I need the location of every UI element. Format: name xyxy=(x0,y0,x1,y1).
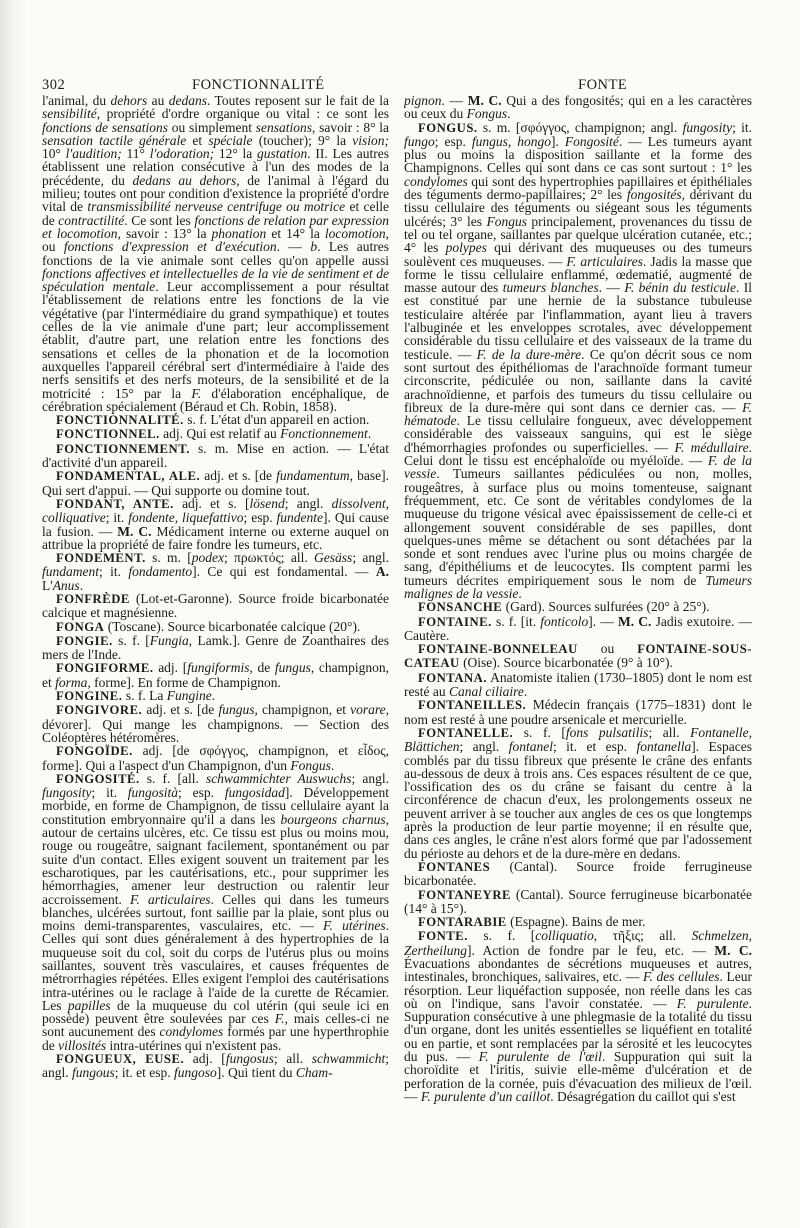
text-run: s. f. [ xyxy=(112,632,150,648)
text-run: , Lamk.]. Genre de Zoanthaires des mers de l'Inde. xyxy=(42,632,389,663)
italic-term: dedans xyxy=(168,94,208,108)
text-run: . xyxy=(330,757,335,773)
text-run: ; angl. xyxy=(284,495,332,511)
entry-paragraph xyxy=(42,551,389,592)
text-run: s. f. [all. xyxy=(139,770,206,786)
text-run: ; πρωκτός; all. xyxy=(223,550,315,566)
bold-label: A. xyxy=(375,564,389,580)
italic-term: condylomes xyxy=(159,1024,224,1040)
italic-term: locomotion xyxy=(324,225,386,241)
text-run: ; angl. xyxy=(459,739,509,755)
italic-term: fontanel xyxy=(508,739,553,755)
text-run: ]. xyxy=(551,133,565,149)
italic-term: fungosity xyxy=(682,119,733,135)
headword: FONGOÏDE. xyxy=(56,744,133,759)
text-run: ou xyxy=(577,641,638,657)
italic-term: vorare xyxy=(350,702,386,718)
text-run: l'animal, du xyxy=(42,94,111,108)
text-run: . — xyxy=(276,239,311,255)
text-run: . — xyxy=(441,94,468,108)
italic-term: gustation xyxy=(257,146,308,162)
text-run: . Jadis la masse que forme le tissu cellulaire enflammé, œdematié, augmenté de masse autour des xyxy=(404,253,752,296)
text-run: , savoir : 13° la xyxy=(117,225,212,241)
italic-term: transmissibilité nerveuse centrifuge ou motrice xyxy=(87,199,346,215)
italic-term: vision; xyxy=(352,132,389,148)
headword: FONGINE. xyxy=(56,689,123,704)
text-run: principalement, provenances du tissu de tel ou tel organe, saillantes par quelque ulcération cutanée, etc.; 4° les xyxy=(404,213,752,256)
italic-term: fongosités xyxy=(626,187,682,203)
text-run: ; esp. xyxy=(434,133,472,149)
text-run: , propriété d'ordre organique ou vital : ce sont les xyxy=(96,106,389,122)
italic-term: fungus xyxy=(274,660,311,676)
text-run: s. m. Mise en action. — L'état d'activité d'un appareil. xyxy=(42,440,389,471)
entry-paragraph xyxy=(42,689,389,703)
italic-term: polypes xyxy=(445,240,487,256)
italic-term: colliquatio xyxy=(535,928,594,944)
headword: FONTARABIE xyxy=(418,915,507,930)
headword: FONGIFORME. xyxy=(56,661,154,676)
text-run: ; angl. xyxy=(351,770,389,786)
entry-paragraph xyxy=(42,469,389,497)
text-run: adj. et s. [de xyxy=(200,468,277,484)
italic-term: schwammichter Auswuchs xyxy=(205,770,352,786)
headword: FONCTIONNEL. xyxy=(56,427,160,442)
text-run: . Suppuration consécutive à une phlegmasie de la totalité du tissu d'un organe, dont les unités essentielles se liquéfient en totalité ou en partie, et sont remplacées par la sérosité et les leucocytes du pus. — xyxy=(404,995,752,1065)
text-run: , τῆξις; all. xyxy=(593,928,692,944)
text-run: . xyxy=(523,684,528,700)
left-column xyxy=(42,94,389,1224)
text-run: adj. et s. [ xyxy=(173,495,250,511)
text-run: s. m. [ xyxy=(145,550,192,566)
text-run: . xyxy=(518,585,522,601)
headword: FONTANA. xyxy=(418,670,488,685)
italic-term: Cham- xyxy=(295,1065,333,1081)
text-run: (Oise). Source bicarbonatée (9° à 10°). xyxy=(459,655,673,671)
italic-term: dehors xyxy=(110,94,148,108)
text-run: . xyxy=(507,106,511,122)
italic-term: bourgeons charnus xyxy=(280,811,386,827)
italic-term: Schmelzen, Zertheilung xyxy=(404,928,752,958)
text-run: . Celui dont le tissu est encéphaloïde ou myéloïde. — xyxy=(404,439,752,469)
text-run: s. f. L'état d'un appareil en action. xyxy=(183,412,370,428)
headword: FONGA xyxy=(56,619,105,634)
italic-term: fungus xyxy=(218,702,255,718)
headword: FONTANES xyxy=(418,859,491,874)
text-run: Médecin français (1775–1831) dont le nom est resté à une poudre arsenicale et mercurielle. xyxy=(404,697,752,727)
text-run: ]. — xyxy=(588,613,618,629)
entry-paragraph xyxy=(404,671,752,699)
italic-term: forma xyxy=(55,674,88,690)
text-run: , autour de certains ulcères, etc. Ce tissu est plus ou moins mou, rouge ou rougeâtre, saignant facilement, spontanément ou par suite d'un contact. Elles exigent souvent un traitement par les escharotiques, par les cautérisations, etc., pour supprimer les hémorrhagies, amener leur destruction ou ralentir leur accroissement. xyxy=(42,811,389,907)
text-run: s. f. La xyxy=(122,688,167,704)
italic-term: F. purulente de l'œil xyxy=(478,1049,602,1065)
italic-term: sensations xyxy=(255,119,312,135)
headword: FONGUEUX, EUSE. xyxy=(56,1052,185,1067)
italic-term: F. articulaires xyxy=(130,891,211,907)
italic-term: F. purulente xyxy=(676,995,749,1011)
headword: FONGIVORE. xyxy=(56,703,143,718)
italic-term: F. utérines xyxy=(323,918,386,934)
running-head-left: FONCTIONNALITÉ xyxy=(192,77,325,93)
headword: FONFRÈDE xyxy=(56,591,130,606)
italic-term: Fungine xyxy=(166,688,212,704)
text-run: (Gard). Sources sulfurées (20° à 25°). xyxy=(502,599,710,615)
entry-paragraph xyxy=(42,634,389,662)
entry-paragraph xyxy=(404,915,752,929)
text-run: (Cantal). Source froide ferrugineuse bicarbonatée. xyxy=(404,858,752,889)
entry-paragraph xyxy=(404,860,752,888)
text-run: 12° la xyxy=(214,146,257,162)
italic-term: F. purulente d'un caillot xyxy=(420,1088,551,1104)
text-run: et 14° la xyxy=(266,225,325,241)
italic-term: dissolvent, colliquative xyxy=(42,495,389,526)
text-run: adj. Qui est relatif au xyxy=(159,426,281,442)
text-run: d'élaboration encéphalique, de cérébration spécialement (Béraud et Ch. Robin, 1858). xyxy=(42,385,389,414)
text-run: . Il est constitué par une hernie de la substance tubuleuse testiculaire altérée par l'inflammation, ayant lieu à travers l'albuginée et les enveloppes scrotales, avec développement considérable du tissu cellulaire et des vaisseaux de la trame du testicule. — xyxy=(404,280,752,362)
text-run: ; it. xyxy=(105,510,129,526)
entry-paragraph xyxy=(404,929,752,1103)
text-run: Médicament interne ou externe auquel on attribue la propriété de faire fondre les tumeurs, etc. xyxy=(42,523,389,552)
italic-term: Fongus xyxy=(466,106,508,122)
italic-term: fontanella xyxy=(636,739,692,755)
italic-term: fundamentum xyxy=(276,468,350,484)
text-run: ; it. xyxy=(91,785,128,801)
text-run: ; esp. xyxy=(178,785,225,801)
text-run: formés par une hyperthrophie de xyxy=(42,1024,389,1053)
headword: FONGIE. xyxy=(56,633,113,648)
italic-term: papilles xyxy=(67,997,111,1013)
italic-term: condylomes xyxy=(404,173,468,189)
text-run: , de xyxy=(249,660,275,676)
text-run: Jadis exutoire. — Cautère. xyxy=(404,613,752,643)
entry-paragraph xyxy=(42,413,389,427)
headword: FONTAINE-SOUS-CATEAU xyxy=(404,642,752,671)
italic-term: fonctions affectives et intellectuelles de la vie de sentiment et de spéculation mentale xyxy=(42,265,389,295)
bold-label: M. C. xyxy=(714,942,752,958)
italic-term: fonticolo xyxy=(540,613,589,629)
italic-term: fungosità xyxy=(127,785,179,801)
entry-paragraph xyxy=(42,497,389,551)
italic-term: fungiformis xyxy=(187,660,250,676)
italic-term: sensation tactile générale xyxy=(42,132,187,148)
entry-paragraph xyxy=(42,1052,389,1080)
text-run: , dévorer]. Qui mange les champignons. — Section des Coléoptères hétéromères. xyxy=(42,702,389,745)
entry-paragraph xyxy=(404,888,752,916)
italic-term: F. articulaires xyxy=(566,253,643,269)
running-head-right: FONTE xyxy=(578,77,628,93)
entry-paragraph xyxy=(42,744,389,772)
text-run: s. f. [ xyxy=(513,724,566,740)
italic-term: sensibilité xyxy=(42,106,97,122)
entry-paragraph xyxy=(42,661,389,689)
text-run: . Désagrégation du caillot qui s'est xyxy=(550,1088,736,1104)
entry-paragraph xyxy=(404,698,752,726)
italic-term: Anus xyxy=(52,577,80,593)
text-run: , champignon, et xyxy=(254,702,351,718)
italic-term: fungous xyxy=(72,1065,115,1081)
italic-term: dedans au dehors xyxy=(132,172,237,188)
headword: FONTAINE. xyxy=(418,614,492,629)
italic-term: fonctions d'expression et d'exécution xyxy=(63,239,277,255)
headword: FONTANELLE. xyxy=(418,725,514,740)
text-run: . Ce sont les xyxy=(124,212,195,228)
text-run: adj. [ xyxy=(184,1051,226,1067)
text-run: ]. Développement morbide, en forme de Champignon, de tissu cellulaire ayant la constitution embryonnaire qu'il a dans les xyxy=(42,785,389,827)
italic-term: pignon xyxy=(404,94,442,108)
entry-paragraph xyxy=(404,121,752,601)
italic-term: Fonctionnement xyxy=(280,426,368,442)
italic-term: Gesäss xyxy=(314,550,353,566)
entry-paragraph xyxy=(404,94,752,121)
italic-term: lösend xyxy=(249,495,285,511)
italic-term: podex xyxy=(191,550,224,566)
text-run: , ou xyxy=(42,225,389,255)
text-run: ; esp. xyxy=(243,510,277,526)
italic-term: villosités xyxy=(58,1037,107,1053)
headword: FONDANT, ANTE. xyxy=(56,496,174,511)
headword: FONSANCHE xyxy=(418,600,503,615)
italic-term: l'audition; xyxy=(65,146,122,162)
page-number: 302 xyxy=(42,77,66,93)
text-run: , champignon, et xyxy=(42,660,389,690)
italic-term: schwammicht xyxy=(311,1051,386,1067)
italic-term: Fungia xyxy=(149,632,189,648)
italic-term: F. hématode xyxy=(404,399,752,429)
text-run: . xyxy=(211,688,216,704)
right-column xyxy=(404,94,752,1224)
text-run: ]. Qui cause la fusion. — xyxy=(42,510,389,539)
text-run: . Celles qui dans les tumeurs blanches, ulcérées surtout, font saillie par la plaie, sont plus ou moins demi-transparentes, vasculaires, etc. — xyxy=(42,891,389,934)
italic-term: contractilité xyxy=(58,212,125,228)
text-run: . Toutes reposent sur le fait de la xyxy=(207,94,389,108)
italic-term: fungus, hongo xyxy=(471,133,552,149)
text-run: intra-utérines qui n'existent pas. xyxy=(106,1037,282,1053)
italic-term: fondamento xyxy=(128,564,193,580)
italic-term: fungoso xyxy=(174,1065,217,1081)
text-run: s. m. [σφόγγος, champignon; angl. xyxy=(477,119,683,135)
text-run: . Le tissu cellulaire fongueux, avec développement considérable des vaisseaux sanguins, qui est le siège d'hémorrhagies profondes ou superficielles. — xyxy=(404,413,752,455)
italic-term: fundente xyxy=(276,510,324,526)
italic-term: Fontanelle, Blättichen xyxy=(404,724,752,755)
text-run: ; it. xyxy=(732,119,752,135)
text-run: (Toscane). Source bicarbonatée calcique (20°). xyxy=(104,618,361,634)
headword: FONCTIONNALITÉ. xyxy=(56,413,184,428)
text-run: . Les autres fonctions de la vie animale sont celles qu'on appelle aussi xyxy=(42,239,389,268)
text-run: . Tumeurs saillantes pédiculées ou non, molles, rougeâtres, à surface plus ou moins tomenteuse, saignant fréquemment, etc. Ce sont de véritables condylomes de la muqueuse du trigone vésical avec épaississement de celle-ci et allongement souvent considérable de ses papilles, dont quelques-unes même se détachent ou sont détachées par la sonde et sont rendues avec l'urine plus ou moins chargée de sang, d'épithéliums et de leucocytes. Ils comptent parmi les tumeurs décrites empiriquement sous le nom de xyxy=(404,466,752,588)
text-run: ; angl. xyxy=(42,1051,389,1081)
headword: FONGOSITÉ. xyxy=(56,771,140,786)
text-run: , dérivant du tissu cellulaire des téguments ou siégeant sous les téguments ulcérés; 3° les xyxy=(404,187,752,229)
headword: FONTAINE-BONNELEAU xyxy=(418,642,578,657)
text-run: . xyxy=(79,577,84,593)
italic-term: Fongus xyxy=(290,757,331,773)
text-run: s. f. [it. xyxy=(491,613,541,629)
italic-term: fungo xyxy=(404,133,435,149)
italic-term: F. xyxy=(191,385,202,401)
italic-term: Tumeurs malignes de la vessie xyxy=(404,572,752,601)
entry-paragraph xyxy=(42,442,389,470)
entry-paragraph xyxy=(404,600,752,614)
text-run: . — xyxy=(598,280,625,296)
text-run: adj. [de σφόγγος, champignon, et εἶδος, forme]. Qui a l'aspect d'un Champignon, d'un xyxy=(42,743,389,773)
italic-term: tumeurs blanches xyxy=(502,280,599,296)
italic-term: fons pulsatilis xyxy=(565,724,649,740)
text-run: . Suppuration qui suit la choroïdite et l'iritis, suivie elle-même d'ulcération et de perforation de la cornée, puis d'évacuation des milieux de l'œil. — xyxy=(404,1049,752,1104)
text-run: ]. Ce qui est fondamental. — xyxy=(192,564,376,580)
text-run: 11° xyxy=(121,146,150,162)
italic-term: F. de la vessie xyxy=(404,453,752,482)
text-run: ]. Action de fondre par le feu, etc. — xyxy=(467,942,715,958)
entry-paragraph xyxy=(404,615,752,643)
text-run: 10° xyxy=(42,146,66,162)
headword: FONTANEILLES. xyxy=(418,698,527,713)
text-run: ; all. xyxy=(273,1051,312,1067)
italic-term: b xyxy=(310,239,318,255)
text-run: (Lot-et-Garonne). Source froide bicarbonatée calcique et magnésienne. xyxy=(42,590,389,621)
text-run: , savoir : 8° la xyxy=(312,119,389,135)
headword: FONDAMENTAL, ALE. xyxy=(56,469,201,484)
italic-term: fungosus xyxy=(225,1051,274,1067)
text-run: (toucher); 9° la xyxy=(252,132,353,148)
italic-term: F. de la dure-mère xyxy=(476,346,582,362)
italic-term: F. des cellules xyxy=(642,969,720,985)
italic-term: fonctions de sensations xyxy=(42,119,168,135)
text-run: qui dérivant des muqueuses ou des tumeurs soulèvent ces muqueuses. — xyxy=(404,240,752,269)
headword: FONTE. xyxy=(418,929,468,944)
bold-label: M. C. xyxy=(117,523,152,539)
text-run: Évacuations abondantes de sécrétions muqueuses et autres, intestinales, bronchiques, salivaires, etc. — xyxy=(404,956,752,985)
text-run: ]. Espaces comblés par du tissu fibreux que présente le crâne des enfants au-dessous de deux à trois ans. Ces espaces résultent de ce que, l'ossification des os du crâne se faisant du centre à la circonférence de chacun d'eux, les prolongements osseux ne peuvent arriver à se toucher aux angles de ces os que longtemps après la production de leur partie moyenne; il en résulte que, dans ces angles, le crâne n'est alors formé que par l'adossement du périoste au dehors et de la dure-mère en dedans. xyxy=(404,739,752,861)
text-run: , base]. Qui sert d'appui. — Qui supporte ou domine tout. xyxy=(42,468,389,498)
entry-paragraph xyxy=(42,703,389,744)
headword: FONDEMENT. xyxy=(56,551,146,566)
italic-term: fundament xyxy=(42,564,99,580)
italic-term: F. bénin du testicule xyxy=(624,280,736,296)
text-run: (Espagne). Bains de mer. xyxy=(506,914,646,930)
text-run: Qui a des fongosités; qui en a les caractères ou ceux du xyxy=(404,94,752,122)
text-run: ; angl. xyxy=(352,550,389,566)
italic-term: Fongosité xyxy=(564,133,619,149)
italic-term: fondente, liquefattivo xyxy=(128,510,244,526)
text-run: . II. Les autres établissent une relation consécutive à l'un des modes de la précédente, du xyxy=(42,146,389,188)
italic-term: fungosidad xyxy=(224,785,285,801)
text-run: (Cantal). Source ferrugineuse bicarbonatée (14° à 15°). xyxy=(404,886,752,916)
text-run: de la muqueuse du col utérin (qui seule ici en possède) peuvent être soulevées par ces xyxy=(42,997,389,1027)
text-run: ; it. xyxy=(99,564,129,580)
italic-term: F. médullaire xyxy=(674,439,749,455)
entry-paragraph xyxy=(42,427,389,441)
headword: FONGUS. xyxy=(418,120,478,135)
italic-term: Fongus xyxy=(486,213,527,229)
text-run: . — Les tumeurs ayant plus ou moins la disposition saillante et la forme des Champignons. Celles qui sont dans ce cas sont surtout : 1° les xyxy=(404,133,752,176)
text-run: . xyxy=(367,426,372,442)
italic-term: Canal ciliaire xyxy=(448,684,524,700)
text-run: ou simplement xyxy=(168,119,256,135)
text-run: . Leur accomplissement a pour résultat l'établissement de relations entre les fonctions de la vie végétative (par l'intermédiaire du grand sympathique) et toutes celles de la vie animale d'une part; leur accomplissement établit, d'autre part, une relation entre les fonctions des sensations et celles de la phonation et de la locomotion auxquelles l'appareil cérébral sert d'intermédiaire à l'aide des nerfs sensitifs et des nerfs moteurs, de la sensibilité et de la motricité : 15° par la xyxy=(42,279,389,401)
text-run: ]. Qui tient du xyxy=(216,1065,296,1081)
text-run: s. f. [ xyxy=(467,928,536,944)
text-run: ; all. xyxy=(648,724,691,740)
text-run: et celle de xyxy=(42,199,389,228)
headword: FONCTIONNEMENT. xyxy=(56,441,190,456)
entry-paragraph xyxy=(42,620,389,634)
headword: FONTANEYRE xyxy=(418,887,511,902)
entry-paragraph xyxy=(404,642,752,671)
text-run: , de l'animal à l'égard du milieu; toutes ont pour condition d'existence la propriété d'ordre vital de xyxy=(42,172,389,215)
text-run: , forme]. En forme de Champignon. xyxy=(87,674,281,690)
entry-paragraph xyxy=(404,726,752,860)
text-run: L' xyxy=(42,577,53,593)
text-run: adj. [ xyxy=(153,660,188,676)
text-run: et xyxy=(186,132,209,148)
text-run: . Leur résorption. Leur liquéfaction supposée, non réelle dans les cas où on l'indique, sans l'avoir constatée. — xyxy=(404,969,752,1011)
text-run: ; it. et esp. xyxy=(114,1065,175,1081)
italic-term: F. xyxy=(274,1011,285,1027)
text-run: . Celles qui sont dues généralement à des hypertrophies de la muqueuse soit du col, soit du corps de l'utérus plus ou moins saillantes, souvent très vasculaires, et causes fréquentes de métrorrhagies répétées. Elles exigent l'emploi des cautérisations intra-utérines ou le raclage à l'aide de la curette de Récamier. Les xyxy=(42,918,389,1013)
text-run: au xyxy=(147,94,169,108)
text-run: Anatomiste italien (1730–1805) dont le nom est resté au xyxy=(404,669,752,700)
italic-term: spéciale xyxy=(208,132,253,148)
italic-term: fungosity xyxy=(42,785,92,801)
text-run: qui sont des hypertrophies papillaires et épithéliales des téguments dermo-papillaires; 2° les xyxy=(404,173,752,203)
bold-label: M. C. xyxy=(467,94,502,108)
text-run: , mais celles-ci ne sont aucunement des xyxy=(42,1011,389,1040)
italic-term: l'odoration; xyxy=(149,146,215,162)
text-run: ; it. et esp. xyxy=(552,739,637,755)
text-run: adj. et s. [de xyxy=(142,702,219,718)
entry-paragraph xyxy=(42,592,389,620)
entry-paragraph xyxy=(42,94,389,413)
text-run: . Ce qu'on décrit sous ce nom sont surtout des épithéliomas de l'arachnoïde formant tumeur circonscrite, pédiculée ou non, saillante dans la cavité arachnoïdienne, et parfois des tumeurs du tissu cellulaire ou fibreux de la dure-mère qui sont dans ce dernier cas. — xyxy=(404,346,752,415)
italic-term: fonctions de relation par expression et locomotion xyxy=(42,212,389,241)
bold-label: M. C. xyxy=(618,613,652,629)
italic-term: phonation xyxy=(211,225,267,241)
entry-paragraph xyxy=(42,772,389,1052)
